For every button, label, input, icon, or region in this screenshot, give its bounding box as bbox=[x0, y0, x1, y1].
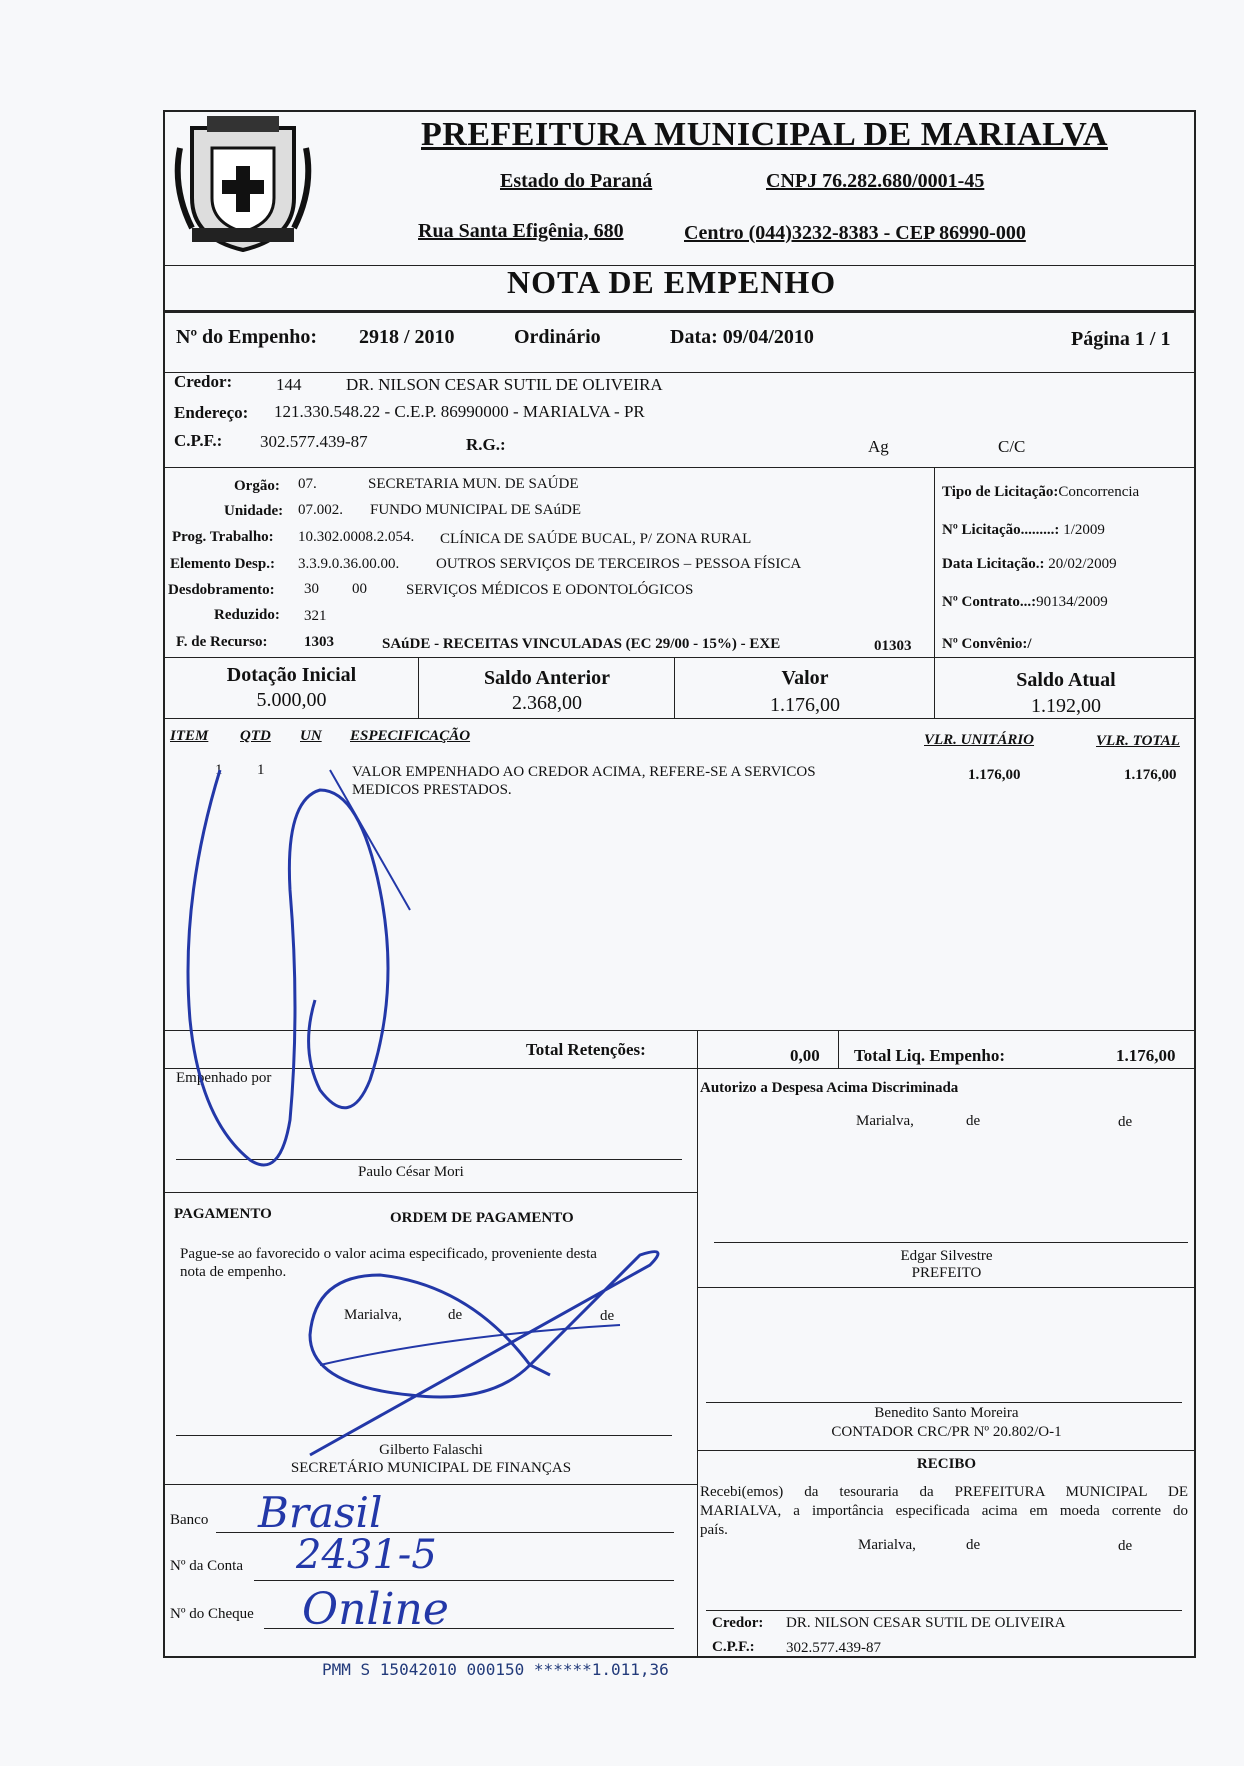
item-desc-line1: VALOR EMPENHADO AO CREDOR ACIMA, REFERE-SE A SERVICOS bbox=[352, 764, 816, 780]
reduzido-label: Reduzido: bbox=[214, 607, 280, 623]
header-address: Rua Santa Efigênia, 680 bbox=[418, 220, 624, 242]
saldo-anterior-value: 2.368,00 bbox=[512, 692, 582, 714]
contador-role: CONTADOR CRC/PR Nº 20.802/O-1 bbox=[831, 1424, 1062, 1440]
numero-contrato: Nº Contrato...:90134/2009 bbox=[942, 594, 1108, 610]
autorizo-de-2: de bbox=[1118, 1114, 1133, 1130]
tipo-licitacao: Tipo de Licitação:Concorrencia bbox=[942, 484, 1140, 500]
desdobramento-label: Desdobramento: bbox=[168, 582, 275, 598]
footer-stamp: PMM S 15042010 000150 ******1.011,36 bbox=[322, 1660, 669, 1679]
dotacao-value: 5.000,00 bbox=[256, 689, 327, 711]
empenho-date: Data: 09/04/2010 bbox=[670, 326, 814, 348]
cpf-label: C.P.F.: bbox=[174, 431, 223, 450]
saldo-atual-value: 1.192,00 bbox=[1031, 695, 1101, 717]
banco-handwritten: Brasil bbox=[258, 1488, 383, 1537]
pagamento-de-1: de bbox=[448, 1307, 463, 1323]
elemento-label: Elemento Desp.: bbox=[170, 556, 275, 572]
recibo-city: Marialva, bbox=[858, 1537, 916, 1553]
saldo-atual-label: Saldo Atual bbox=[1016, 669, 1116, 691]
credor-address: 121.330.548.22 - C.E.P. 86990000 - MARIALVA - PR bbox=[274, 402, 645, 421]
page-number: Página 1 / 1 bbox=[1071, 328, 1171, 350]
desdobramento-code-a: 30 bbox=[304, 581, 319, 597]
unidade-label: Unidade: bbox=[224, 503, 284, 519]
item-qtd: 1 bbox=[257, 762, 265, 778]
pagamento-text-2: nota de empenho. bbox=[180, 1264, 287, 1280]
conta-handwritten: 2431-5 bbox=[296, 1532, 437, 1578]
recurso-code: 1303 bbox=[304, 634, 334, 650]
recibo-credor-label: Credor: bbox=[712, 1615, 764, 1631]
recurso-number: 01303 bbox=[874, 638, 912, 654]
col-qtd: QTD bbox=[240, 728, 271, 744]
item-desc-line2: MEDICOS PRESTADOS. bbox=[352, 782, 512, 798]
reduzido-value: 321 bbox=[304, 608, 327, 624]
header-state: Estado do Paraná bbox=[500, 170, 653, 192]
pagamento-city: Marialva, bbox=[344, 1307, 402, 1323]
empenho-type: Ordinário bbox=[514, 326, 601, 348]
empenhado-name: Paulo César Mori bbox=[358, 1164, 464, 1180]
col-un: UN bbox=[300, 728, 322, 744]
recibo-de-1: de bbox=[966, 1537, 981, 1553]
cheque-handwritten: Online bbox=[302, 1584, 449, 1635]
document-title: NOTA DE EMPENHO bbox=[507, 264, 837, 300]
credor-name: DR. NILSON CESAR SUTIL DE OLIVEIRA bbox=[346, 375, 663, 394]
numero-licitacao: Nº Licitação.........: 1/2009 bbox=[942, 522, 1105, 538]
autorizo-de-1: de bbox=[966, 1113, 981, 1129]
orgao-code: 07. bbox=[298, 476, 317, 492]
dotacao-label: Dotação Inicial bbox=[226, 664, 357, 686]
secretario-name: Gilberto Falaschi bbox=[379, 1442, 483, 1458]
valor-label: Valor bbox=[781, 667, 829, 689]
prog-label: Prog. Trabalho: bbox=[172, 529, 274, 545]
item-unit-value: 1.176,00 bbox=[968, 767, 1021, 783]
autorizo-label: Autorizo a Despesa Acima Discriminada bbox=[700, 1080, 959, 1096]
ordem-pagamento: ORDEM DE PAGAMENTO bbox=[390, 1210, 574, 1226]
recibo-credor-name: DR. NILSON CESAR SUTIL DE OLIVEIRA bbox=[786, 1615, 1066, 1631]
elemento-name: OUTROS SERVIÇOS DE TERCEIROS – PESSOA FÍSICA bbox=[436, 556, 802, 572]
recibo-text-2: MARIALVA, a importância especificada acima em moeda corrente do bbox=[700, 1503, 1188, 1519]
liquido-value: 1.176,00 bbox=[1116, 1046, 1176, 1065]
cc-label: C/C bbox=[998, 437, 1026, 456]
col-item: ITEM bbox=[170, 728, 209, 744]
orgao-label: Orgão: bbox=[234, 478, 280, 494]
elemento-code: 3.3.9.0.36.00.00. bbox=[298, 556, 400, 572]
recurso-label: F. de Recurso: bbox=[176, 634, 268, 650]
conta-label: Nº da Conta bbox=[170, 1558, 243, 1574]
recibo-title: RECIBO bbox=[916, 1456, 977, 1472]
header-contact: Centro (044)3232-8383 - CEP 86990-000 bbox=[684, 222, 1026, 244]
ag-label: Ag bbox=[868, 437, 889, 456]
desdobramento-code-b: 00 bbox=[352, 581, 367, 597]
item-number: 1 bbox=[215, 762, 223, 778]
recibo-de-2: de bbox=[1118, 1538, 1133, 1554]
retencoes-value: 0,00 bbox=[790, 1046, 820, 1065]
banco-label: Banco bbox=[170, 1512, 209, 1528]
credor-code: 144 bbox=[276, 375, 302, 394]
col-vlr-total: VLR. TOTAL bbox=[1096, 733, 1180, 749]
data-licitacao: Data Licitação.: 20/02/2009 bbox=[942, 556, 1117, 572]
recibo-text-3: país. bbox=[700, 1522, 728, 1538]
col-especificacao: ESPECIFICAÇÃO bbox=[350, 728, 471, 744]
credor-label: Credor: bbox=[174, 372, 233, 391]
col-vlr-unitario: VLR. UNITÁRIO bbox=[924, 732, 1035, 748]
empenho-label: Nº do Empenho: bbox=[176, 326, 318, 348]
empenho-number: 2918 / 2010 bbox=[359, 326, 455, 348]
recibo-cpf-label: C.P.F.: bbox=[712, 1639, 755, 1655]
unidade-code: 07.002. bbox=[298, 502, 343, 518]
valor-value: 1.176,00 bbox=[770, 694, 840, 716]
recurso-name: SAúDE - RECEITAS VINCULADAS (EC 29/00 - 15%) - EXE bbox=[382, 636, 781, 652]
rg-label: R.G.: bbox=[466, 435, 506, 454]
recibo-cpf-value: 302.577.439-87 bbox=[786, 1640, 881, 1656]
retencoes-label: Total Retenções: bbox=[526, 1040, 646, 1059]
orgao-name: SECRETARIA MUN. DE SAÚDE bbox=[368, 476, 579, 492]
cheque-label: Nº do Cheque bbox=[170, 1606, 254, 1622]
pagamento-label: PAGAMENTO bbox=[174, 1206, 272, 1222]
desdobramento-name: SERVIÇOS MÉDICOS E ODONTOLÓGICOS bbox=[406, 582, 694, 598]
header-cnpj: CNPJ 76.282.680/0001-45 bbox=[766, 170, 985, 192]
unidade-name: FUNDO MUNICIPAL DE SAúDE bbox=[370, 502, 581, 518]
empenhado-label: Empenhado por bbox=[176, 1070, 272, 1086]
liquido-label: Total Liq. Empenho: bbox=[854, 1046, 1005, 1065]
item-total-value: 1.176,00 bbox=[1124, 767, 1177, 783]
prog-name: CLÍNICA DE SAÚDE BUCAL, P/ ZONA RURAL bbox=[440, 531, 752, 547]
autorizo-city: Marialva, bbox=[856, 1113, 914, 1129]
pagamento-text-1: Pague-se ao favorecido o valor acima especificado, proveniente desta bbox=[180, 1246, 597, 1262]
numero-convenio: Nº Convênio:/ bbox=[942, 636, 1032, 652]
saldo-anterior-label: Saldo Anterior bbox=[483, 667, 611, 689]
address-label: Endereço: bbox=[174, 403, 249, 422]
prog-code: 10.302.0008.2.054. bbox=[298, 529, 415, 545]
credor-cpf: 302.577.439-87 bbox=[260, 432, 368, 451]
prefeito-role: PREFEITO bbox=[911, 1265, 982, 1281]
secretario-role: SECRETÁRIO MUNICIPAL DE FINANÇAS bbox=[290, 1460, 572, 1476]
prefeito-name: Edgar Silvestre bbox=[900, 1248, 993, 1264]
recibo-text-1: Recebi(emos) da tesouraria da PREFEITURA MUNICIPAL DE bbox=[700, 1484, 1188, 1500]
header-title: PREFEITURA MUNICIPAL DE MARIALVA bbox=[421, 116, 1108, 153]
pagamento-de-2: de bbox=[600, 1308, 615, 1324]
contador-name: Benedito Santo Moreira bbox=[874, 1405, 1019, 1421]
